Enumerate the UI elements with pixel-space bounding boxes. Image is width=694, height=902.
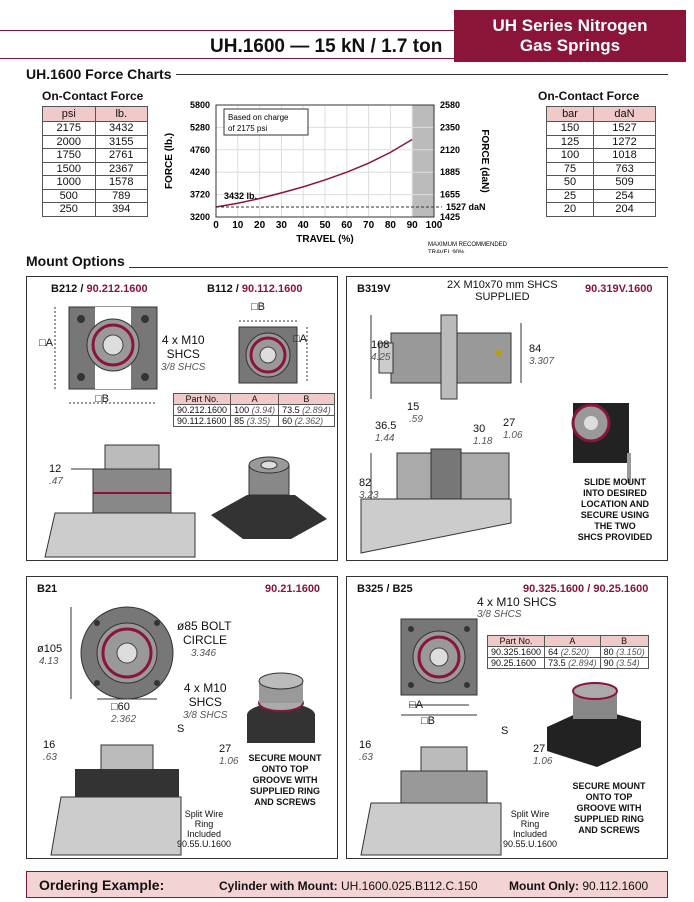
- x-axis-label: TRAVEL (%): [296, 234, 354, 245]
- b319v-d30: 30: [473, 423, 486, 435]
- panel-b212: [26, 276, 338, 561]
- b21-screws-label: [183, 681, 227, 723]
- page-title: UH.1600 — 15 kN / 1.7 ton: [210, 36, 443, 57]
- b-cell: 60 (2.362): [279, 416, 335, 427]
- table-cell: 3432: [95, 122, 148, 136]
- b319v-d27: 27: [503, 417, 516, 429]
- b21-bolt-circle: [177, 619, 231, 661]
- y-tick-label: 3720: [189, 189, 210, 200]
- table-cell: 509: [594, 176, 656, 190]
- table-cell: 50: [547, 176, 594, 190]
- table-row: [547, 189, 656, 203]
- screws-label-in: 3/8 SHCS: [183, 710, 228, 721]
- ordering-example-bar: [26, 871, 668, 898]
- y-tick-label: 4240: [189, 167, 210, 178]
- x-tick-label: 70: [363, 220, 375, 231]
- table-cell: 75: [547, 162, 594, 176]
- panel-b319v: [346, 276, 668, 561]
- x-tick-label: 90: [406, 220, 418, 231]
- y-tick-label: 5800: [189, 100, 210, 110]
- table-cell: 254: [594, 189, 656, 203]
- b212-part-table: [173, 393, 335, 427]
- table-row: [547, 162, 656, 176]
- y-axis-label: FORCE (lb.): [164, 132, 175, 190]
- table-row: [547, 122, 656, 136]
- screws-label-2: SHCS: [166, 347, 200, 361]
- b21-code: 90.21.1600: [265, 583, 321, 595]
- b319v-d84-in: 3.307: [529, 356, 555, 367]
- x-tick-label: 40: [297, 220, 309, 231]
- x-tick-label: 80: [384, 220, 396, 231]
- b319v-screws-label: [447, 279, 558, 303]
- table-cell: 1527: [594, 122, 656, 136]
- table-cell: 3155: [95, 135, 148, 149]
- a-cell: 100 (3.94): [231, 405, 279, 416]
- b21-d60-in: 2.362: [111, 714, 137, 725]
- table-header: B: [279, 394, 335, 405]
- b212-dim-a: □A: [39, 337, 53, 349]
- table-header: bar: [547, 107, 594, 122]
- force-section-heading: UH.1600 Force Charts: [26, 66, 176, 82]
- table-header: A: [231, 394, 279, 405]
- table-row: [43, 122, 148, 136]
- ordering-label: Ordering Example:: [39, 877, 165, 893]
- y-tick-label: 3200: [189, 212, 210, 222]
- bolt-label: ø85 BOLT: [177, 619, 232, 633]
- x-tick-label: 10: [232, 220, 244, 231]
- charge-note-line-2: of 2175 psi: [228, 124, 268, 133]
- y2-axis-label: FORCE (daN): [479, 129, 490, 193]
- y2-tick-label: 1655: [440, 189, 461, 200]
- table-row: [43, 135, 148, 149]
- panel-b325: [346, 576, 668, 859]
- b-cell: 90 (3.54): [600, 658, 648, 669]
- x-tick-label: 20: [254, 220, 266, 231]
- b319v-d365-in: 1.44: [375, 433, 395, 444]
- b325-part-table: [487, 635, 649, 669]
- x-tick-label: 60: [341, 220, 353, 231]
- table-row: [488, 647, 649, 658]
- b21-d105: ø105: [37, 643, 63, 655]
- table-row: [488, 658, 649, 669]
- header-rule-top: [0, 30, 454, 31]
- bolt-label-in: 3.346: [191, 648, 217, 659]
- supplied-label: SUPPLIED: [475, 291, 530, 303]
- series-line-1: UH Series Nitrogen: [492, 16, 648, 35]
- table-cell: 150: [547, 122, 594, 136]
- table-row: [43, 176, 148, 190]
- b319v-note: SLIDE MOUNT INTO DESIRED LOCATION AND SECURE USING THE TWO SHCS PROVIDED: [577, 477, 653, 542]
- y2-tick-label: 2350: [440, 122, 461, 133]
- b21-d105-in: 4.13: [39, 656, 59, 667]
- right-table-caption: On-Contact Force: [538, 89, 640, 103]
- panel-title-b325: B325 / B25: [357, 583, 413, 595]
- psi-force-table: [42, 106, 148, 217]
- b319v-d365: 36.5: [375, 420, 397, 432]
- screws-label-2: SHCS: [188, 695, 222, 709]
- b21-d27: 27: [219, 743, 232, 755]
- b319v-code: 90.319V.1600: [585, 283, 653, 295]
- table-header: A: [545, 636, 601, 647]
- b212-title: B212 /: [51, 283, 84, 295]
- y2-tick-label: 1425: [440, 212, 461, 222]
- panel-title-b319v: B319V: [357, 283, 391, 295]
- y-tick-label: 5280: [189, 122, 210, 133]
- b319v-d27-in: 1.06: [503, 430, 523, 441]
- table-cell: 25: [547, 189, 594, 203]
- panel-title-b112: [207, 283, 302, 295]
- force-chart: [160, 95, 540, 253]
- b112-dim-a: □A: [293, 333, 307, 345]
- table-cell: 1272: [594, 135, 656, 149]
- y-tick-label: 4760: [189, 144, 210, 155]
- table-header: daN: [594, 107, 656, 122]
- table-cell: 2761: [95, 149, 148, 163]
- b21-d60: □60: [111, 701, 130, 713]
- b21-s: S: [177, 723, 185, 735]
- screws-label: 4 x M10: [183, 681, 227, 695]
- b21-note: SECURE MOUNT ONTO TOP GROOVE WITH SUPPLIED RING AND SCREWS: [248, 753, 322, 807]
- table-cell: 204: [594, 203, 656, 217]
- b319v-d108: 108: [371, 339, 390, 351]
- a-cell: 85 (3.35): [231, 416, 279, 427]
- screws-label-in: 3/8 SHCS: [161, 362, 206, 373]
- panel-title-b21: B21: [37, 583, 58, 595]
- table-row: [43, 149, 148, 163]
- b212-dim-b: □B: [95, 393, 109, 405]
- a-cell: 73.5 (2.894): [545, 658, 601, 669]
- y2-tick-label: 1885: [440, 167, 461, 178]
- b212-code: 90.212.1600: [86, 283, 148, 295]
- panel-b21: [26, 576, 338, 859]
- ordering-cylinder: [219, 879, 478, 893]
- table-cell: 1000: [43, 176, 96, 190]
- b-cell: 73.5 (2.894): [279, 405, 335, 416]
- screws-label: 2X M10x70 mm SHCS: [447, 279, 558, 291]
- b319v-d82: 82: [359, 477, 372, 489]
- table-row: [43, 203, 148, 217]
- b325-screws-label: 4 x M10 SHCS: [477, 595, 557, 609]
- b325-d27: 27: [533, 743, 546, 755]
- table-cell: 250: [43, 203, 96, 217]
- table-row: [547, 203, 656, 217]
- table-row: [174, 416, 335, 427]
- bolt-label-2: CIRCLE: [183, 633, 228, 647]
- table-row: [43, 189, 148, 203]
- part-cell: 90.112.1600: [174, 416, 231, 427]
- mount-section-heading: Mount Options: [26, 253, 129, 269]
- b21-d16: 16: [43, 739, 56, 751]
- b325-d27-in: 1.06: [533, 756, 553, 767]
- b319v-d108-in: 4.25: [371, 352, 391, 363]
- table-cell: 500: [43, 189, 96, 203]
- b112-dim-b: □B: [251, 301, 265, 313]
- b325-note: SECURE MOUNT ONTO TOP GROOVE WITH SUPPLIED RING AND SCREWS: [572, 781, 646, 835]
- b319v-d84: 84: [529, 343, 542, 355]
- table-row: [43, 162, 148, 176]
- b212-dim-12-in: .47: [49, 476, 63, 487]
- series-line-2: Gas Springs: [519, 36, 621, 55]
- left-table-caption: On-Contact Force: [42, 89, 144, 103]
- b21-ring-note: Split Wire Ring Included 90.55.U.1600: [177, 809, 232, 849]
- cylinder-label: Cylinder with Mount:: [219, 879, 338, 893]
- table-cell: 20: [547, 203, 594, 217]
- b-cell: 80 (3.150): [600, 647, 648, 658]
- bar-force-table: [546, 106, 656, 217]
- part-cell: 90.25.1600: [488, 658, 545, 669]
- mount-value: 90.112.1600: [582, 879, 649, 893]
- header-rule-bottom: [0, 58, 454, 59]
- ordering-mount: [509, 879, 648, 893]
- table-row: [547, 135, 656, 149]
- b112-code: 90.112.1600: [241, 283, 303, 295]
- b319v-d30-in: 1.18: [473, 436, 493, 447]
- b325-d16-in: .63: [359, 752, 373, 763]
- table-row: [547, 176, 656, 190]
- table-cell: 789: [95, 189, 148, 203]
- table-cell: 1578: [95, 176, 148, 190]
- table-row: [174, 405, 335, 416]
- max-travel-zone: [412, 105, 434, 217]
- table-cell: 2367: [95, 162, 148, 176]
- table-row: [547, 149, 656, 163]
- b319v-d15-in: .59: [409, 414, 423, 425]
- b212-dim-12: 12: [49, 463, 62, 475]
- b325-s: S: [501, 725, 509, 737]
- table-cell: 394: [95, 203, 148, 217]
- table-cell: 763: [594, 162, 656, 176]
- table-header: B: [600, 636, 648, 647]
- b325-code: 90.325.1600 / 90.25.1600: [523, 583, 649, 595]
- y2-tick-label: 2580: [440, 100, 461, 110]
- cylinder-value: UH.1600.025.B112.C.150: [341, 879, 478, 893]
- a-cell: 64 (2.520): [545, 647, 601, 658]
- b319v-d82-in: 3.23: [359, 490, 379, 501]
- x-tick-label: 50: [319, 220, 331, 231]
- x-tick-label: 30: [275, 220, 287, 231]
- b212-screws-label: [161, 333, 205, 375]
- table-cell: 2175: [43, 122, 96, 136]
- max-travel-line-2: TRAVEL 90%: [428, 250, 465, 253]
- dashed-force-label: 1527 daN: [446, 202, 486, 213]
- x-tick-label: 100: [425, 220, 443, 231]
- table-cell: 1500: [43, 162, 96, 176]
- table-header: lb.: [95, 107, 148, 122]
- b112-title: B112 /: [207, 283, 239, 295]
- y2-tick-label: 2120: [440, 144, 461, 155]
- x-tick-label: 0: [213, 220, 219, 231]
- table-header: psi: [43, 107, 96, 122]
- b325-dim-b: □B: [421, 715, 435, 727]
- b319v-d15: 15: [407, 401, 420, 413]
- table-header: Part No.: [488, 636, 545, 647]
- b21-d16-in: .63: [43, 752, 57, 763]
- start-force-label: 3432 lb.: [224, 191, 258, 202]
- table-cell: 1750: [43, 149, 96, 163]
- b325-ring-note: Split Wire Ring Included 90.55.U.1600: [503, 809, 558, 849]
- screws-label: 4 x M10: [161, 333, 205, 347]
- b325-screws-in: 3/8 SHCS: [477, 609, 522, 620]
- b325-dim-a: □A: [409, 699, 423, 711]
- table-cell: 1018: [594, 149, 656, 163]
- table-cell: 100: [547, 149, 594, 163]
- b325-d16: 16: [359, 739, 372, 751]
- b21-d27-in: 1.06: [219, 756, 239, 767]
- series-banner: [454, 10, 686, 62]
- table-cell: 2000: [43, 135, 96, 149]
- panel-title-b212: [51, 283, 148, 295]
- table-header: Part No.: [174, 394, 231, 405]
- table-cell: 125: [547, 135, 594, 149]
- charge-note-line-1: Based on charge: [228, 113, 289, 122]
- part-cell: 90.212.1600: [174, 405, 231, 416]
- max-travel-line-1: MAXIMUM RECOMMENDED: [428, 242, 507, 248]
- mount-label: Mount Only:: [509, 879, 579, 893]
- part-cell: 90.325.1600: [488, 647, 545, 658]
